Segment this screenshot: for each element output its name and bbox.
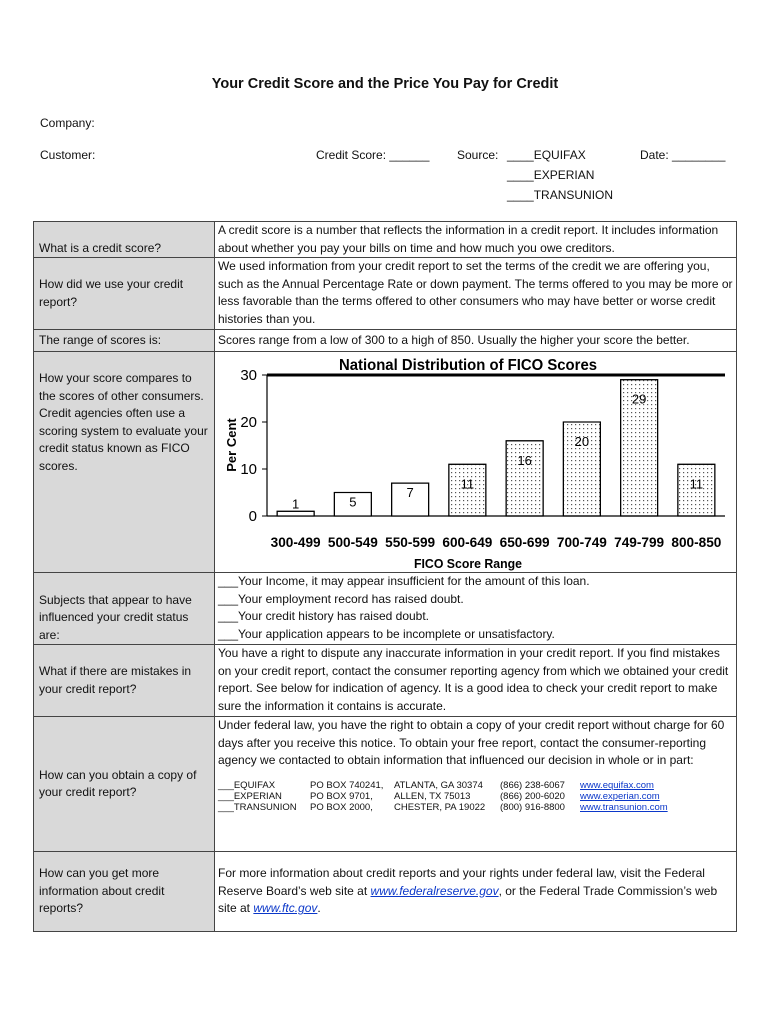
credit-score-label: Credit Score: ______ [316,148,430,162]
source-label: Source: [457,148,499,162]
chart-y-axis-label: Per Cent [224,418,239,472]
agency-row-experian [218,791,672,802]
chart-category-label: 749-799 [614,534,665,550]
agency-web-link[interactable]: www.equifax.com [580,779,654,791]
agency-phone: (866) 238-6067 [500,779,565,791]
chart-category-label: 550-599 [385,534,436,550]
federal-reserve-link[interactable]: www.federalreserve.gov [370,883,499,898]
chart-category-label: 600-649 [442,534,493,550]
source-option-equifax: ____EQUIFAX [507,148,586,162]
chart-category-label: 500-549 [327,534,379,550]
agency-web-link[interactable]: www.transunion.com [580,801,668,813]
subject-credit-history: ___Your credit history has raised doubt. [218,609,430,623]
agency-city: CHESTER, PA 19022 [394,801,486,813]
row-obtain [34,717,737,852]
page-title: Your Credit Score and the Price You Pay for Credit [211,76,559,92]
more-info-cell [215,852,737,932]
chart-y-tick-label: 0 [248,508,257,525]
label-mistakes: What if there are mistakes in your credit report? [34,645,215,717]
chart-category-label: 300-499 [270,534,321,550]
company-label: Company: [40,116,95,130]
chart-data-label: 7 [406,485,414,501]
more-info-text-2: , or the Federal Trade Commission’s web site at [218,883,718,916]
subjects-list [215,573,737,645]
ftc-link[interactable]: www.ftc.gov [253,901,318,916]
obtain-cell [215,717,737,852]
chart-y-tick-label: 30 [240,367,257,384]
chart-data-label: 5 [349,494,357,510]
text-range: Scores range from a low of 300 to a high of 850. Usually the higher your score the better. [215,330,737,352]
label-compare: How your score compares to the scores of other consumers. Credit agencies often use a scoring system to evaluate your credit status known as FICO scores. [34,352,215,573]
agency-city: ATLANTA, GA 30374 [394,779,483,791]
label-obtain: How can you obtain a copy of your credit report? [34,717,215,852]
text-mistakes: You have a right to dispute any inaccurate information in your credit report. If you find mistakes on your credit report, contact the consumer reporting agency from which we obtained your credit report. See below for indication of agency. It is a good idea to check your credit report to make sure the information it contains is accurate. [215,645,737,717]
subject-employment: ___Your employment record has raised doubt. [218,591,464,606]
text-obtain: Under federal law, you have the right to obtain a copy of your credit report without charge for 60 days after you receive this notice. To obtain your free report, contact the consumer-reporting agency we contacted to obtain information that influenced our decision in whole or in part: [218,718,725,767]
subject-income: ___Your Income, it may appear insufficient for the amount of this loan. [218,574,590,588]
chart-data-label: 1 [292,496,300,512]
text-how-used: We used information from your credit report to set the terms of the credit we are offering you, such as the Annual Percentage Rate or down payment. The terms offered to you may be more or less favorable than the terms offered to other consumers who may have better or worse credit histories than you. [215,258,737,330]
chart-category-label: 700-749 [556,534,608,550]
date-label: Date: ________ [640,148,726,162]
label-range: The range of scores is: [34,330,215,352]
row-range [34,330,737,352]
chart-title: National Distribution of FICO Scores [339,357,598,374]
label-subjects: Subjects that appear to have influenced your credit status are: [34,573,215,645]
more-info-text-3: . [317,901,321,916]
source-option-transunion: ____TRANSUNION [507,188,614,202]
row-what-is [34,222,737,258]
text-what-is: A credit score is a number that reflects the information in a credit report. It includes information about whether you pay your bills on time and how much you owe creditors. [215,222,737,258]
chart-y-tick-label: 10 [240,461,257,478]
fico-chart [215,352,742,571]
agency-web-link[interactable]: www.experian.com [580,790,660,802]
agency-row-equifax [218,780,672,791]
agency-box: PO BOX 2000, [310,801,373,813]
chart-data-label: 16 [517,452,532,468]
label-more-info: How can you get more information about credit reports? [34,852,215,932]
row-more-info [34,852,737,932]
chart-bar [277,511,314,516]
source-option-experian: ____EXPERIAN [507,168,595,182]
agency-row-transunion [218,802,672,813]
label-how-used: How did we use your credit report? [34,258,215,330]
chart-data-label: 29 [631,391,647,407]
agency-box: PO BOX 9701, [310,790,373,802]
agency-name: ___EXPERIAN [218,790,282,802]
agency-name: ___TRANSUNION [218,801,297,813]
label-what-is: What is a credit score? [34,222,215,258]
chart-data-label: 11 [460,476,475,492]
row-how-used [34,258,737,330]
row-subjects [34,573,737,645]
more-info-text-1: For more information about credit reports and your rights under federal law, visit the Federal Reserve Board’s web site at [218,866,705,898]
chart-y-tick-label: 20 [240,414,257,431]
agency-phone: (866) 200-6020 [500,790,565,802]
chart-data-label: 20 [574,434,590,449]
row-compare [34,352,737,573]
agency-city: ALLEN, TX 75013 [394,790,471,802]
subject-application: ___Your application appears to be incomplete or unsatisfactory. [218,626,555,641]
credit-score-form-table [33,221,737,932]
agency-phone: (800) 916-8800 [500,801,565,813]
chart-category-label: 800-850 [671,534,722,550]
chart-cell [215,352,737,573]
chart-category-label: 650-699 [499,534,550,550]
agency-name: ___EQUIFAX [218,779,276,791]
row-mistakes [34,645,737,717]
agency-list [218,780,733,813]
chart-data-label: 11 [689,476,704,492]
chart-x-axis-label: FICO Score Range [414,556,522,571]
customer-label: Customer: [40,148,96,162]
agency-box: PO BOX 740241, [310,779,384,791]
